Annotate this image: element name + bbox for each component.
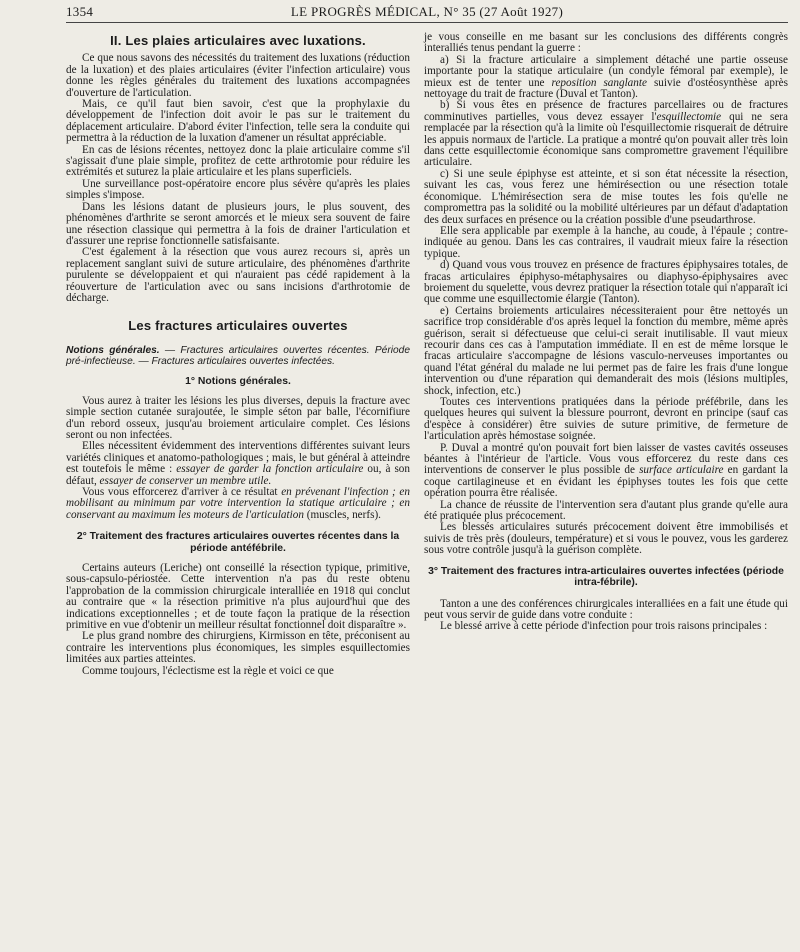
text-run: (muscles, nerfs). xyxy=(303,508,381,521)
paragraph: Mais, ce qu'il faut bien savoir, c'est que la prophylaxie du développement de l'infection doit avoir le pas sur le traitement du déplacement articulaire. D'abord éviter l'infection, telle sera la conduite qui permettra à la réduction de la luxation d'amener un résultat appréciable. xyxy=(66,98,410,145)
paragraph: Une surveillance post-opératoire encore plus sévère qu'après les plaies simples s'impose. xyxy=(66,177,410,202)
paragraph: d) Quand vous vous trouvez en présence de fractures épiphysaires totales, de fracas articulaires épiphyso-métaphysaires ou diaphyso-épiphysaires avec broiement du squelette, vous devrez pratiquer la résection totale qui n'apparaît ici que comme une esquillectomie élargie (Tanton). xyxy=(424,259,788,306)
header-rule xyxy=(66,22,788,23)
paragraph: Comme toujours, l'éclectisme est la règle et voici ce que xyxy=(82,664,334,677)
text-run: qui ne sera remplacée par la résection qu'à la limite où l'esquillectomie risquerait de détruire les appuis normaux de l'article. La pratique a montré qu'on pouvait aller très loin dans cette esquillectomie économique sans compromettre gravement l'équilibre articulaire. xyxy=(424,110,788,169)
paragraph xyxy=(424,55,788,101)
paragraph: e) Certains broiements articulaires nécessiteraient pour être nettoyés un sacrifice trop considérable d'os après lequel la fonction du membre, même après guérison, serait si défectueuse que celui-ci serait inutilisable. Il vaut mieux recourir dans ces cas à l'amputation immédiate. Il en est de même lorsque le fracas articulaire s'accompagne de lésions vasculo-nerveuses importantes ou quand l'état général du malade ne lui permet pas de faire les frais d'une longue intervention ou d'une réparation qui demanderait des mois (lésions multiples, shock, infection, etc.) xyxy=(424,304,788,397)
paragraph: Toutes ces interventions pratiquées dans la période préfébrile, dans les quelques heures qui suivent la blessure pourront, devront en principe (sauf cas d'espèce à considérer) être suivies de suture primitive, de fermeture de l'articulation après hémostase soignée. xyxy=(424,396,788,443)
italic-run: essayer de conserver un membre utile. xyxy=(99,474,272,487)
text-run: a) Si la fracture articulaire a simplement détaché une partie osseuse importante pour la statique articulaire (un condyle fémoral par exemple), le mieux est de tenter une xyxy=(424,53,788,89)
page-number: 1354 xyxy=(66,4,94,19)
paragraph: c) Si une seule épiphyse est atteinte, et si son état nécessite la résection, suivant les cas, vous ferez une hémirésection ou une résection totale économique. L'hémirésection sera de mise toutes les fois qu'elle ne compromettra pas la solidité ou la mobilité ultérieures par un défaut d'adaptation des deux surfaces en présence ou la création possible d'une pseudarthrose. xyxy=(424,167,788,226)
left-column xyxy=(66,32,410,677)
text-run: P. Duval a montré qu'on pouvait fort bien laisser de vastes cavités osseuses béantes à l'intérieur de l'article. Vous vous efforcerez du reste dans ces interventions de conserver le plus possible de xyxy=(424,441,788,477)
paragraph xyxy=(424,443,788,500)
notions-summary xyxy=(66,346,410,368)
paragraph: Le blessé arrive à cette période d'infection pour trois raisons principales : xyxy=(440,620,768,633)
running-title: LE PROGRÈS MÉDICAL, N° 35 (27 Août 1927) xyxy=(290,4,564,19)
notions-lead: Notions générales. xyxy=(66,344,160,356)
paragraph: En cas de lésions récentes, nettoyez donc la plaie articulaire comme s'il s'agissait d'une plaie simple, profitez de cette arthrotomie pour réduire les extrémités et suturez la plaie articulaire et les plans superficiels. xyxy=(66,143,410,179)
paragraph: Elle sera applicable par exemple à la hanche, au coude, à l'épaule ; contre-indiquée au genou. Dans les cas contraires, il vaudrait mieux faire la résection typique. xyxy=(424,224,788,260)
paragraph: Les blessés articulaires suturés précocement doivent être immobilisés et suivis de très près (douleurs, température) et si vous le pouvez, vous les garderez sous votre contrôle jusqu'à la guérison complète. xyxy=(424,521,788,557)
italic-run: reposition sanglante xyxy=(551,76,647,89)
paragraph: je vous conseille en me basant sur les conclusions des différents congrès interalliés tenus pendant la guerre : xyxy=(424,31,788,55)
italic-run: surface articulaire xyxy=(639,464,724,477)
paragraph: Dans les lésions datant de plusieurs jours, le plus souvent, des phénomènes d'arthrite se seront amorcés et le mieux sera souvent de faire une résection classique qui permettra à la fois de drainer l'articulation et d'assurer une reprise fonctionnelle satisfaisante. xyxy=(66,200,410,247)
paragraph: Ce que nous savons des nécessités du traitement des luxations (réduction de la luxation) et des plaies articulaires (éviter l'infection articulaire) vous donne les règles générales du traitement des luxations accompagnées d'ouverture de l'articulation. xyxy=(66,52,410,99)
right-column xyxy=(424,32,788,633)
notions-rest: — Fractures articulaires ouvertes récentes. Période pré-infectieuse. — Fractures articulaires ouvertes infectées. xyxy=(66,344,410,367)
section-title-fractures: Les fractures articulaires ouvertes xyxy=(128,318,348,334)
text-run: en gardant la coque cartilagineuse et en évidant les épiphyses toutes les fois que cette opération pourra être réalisée. xyxy=(424,464,788,500)
paragraph: Certains auteurs (Leriche) ont conseillé la résection typique, primitive, sous-capsulo-périostée. Cette intervention n'a pas du reste obtenu l'approbation de la commission chirurgicale interalliée en 1918 qui conclut au contraire que « la résection primitive n'a plus aujourd'hui que des indications exceptionnelles ; et de toute façon la pratique de la résection primitive en vue d'obtenir un meilleur résultat fonctionnel doit disparaître ». xyxy=(66,562,410,632)
italic-run: essayer de garder la fonction articulaire xyxy=(176,463,364,476)
page-header xyxy=(66,4,788,24)
subsection-title: 2° Traitement des fractures articulaires ouvertes récentes dans la période antéfébrile. xyxy=(76,531,400,554)
subsection-title: 3° Traitement des fractures intra-articulaires ouvertes infectées (période intra-fébrile). xyxy=(428,565,784,589)
text-run: Elles nécessitent évidemment des interventions différentes suivant leurs variétés cliniques et anatomo-pathologiques ; mais, le but général à atteindre est toutefois le même : xyxy=(66,440,410,476)
paragraph: C'est également à la résection que vous aurez recours si, après un replacement sanglant suivi de suture articulaire, des phénomènes d'arthrite purulente se développaient et qui n'auraient pas cédé rapidement à la réouverture de l'articulation avec ou sans incisions d'arthrotomie de décharge. xyxy=(66,246,410,304)
paragraph: Tanton a une des conférences chirurgicales interalliées en a fait une étude qui peut vous servir de guide dans votre conduite : xyxy=(424,597,788,621)
italic-run: esquillectomie xyxy=(656,110,722,123)
section-title-luxations: II. Les plaies articulaires avec luxations. xyxy=(110,33,366,48)
paragraph xyxy=(424,100,788,168)
subsection-title: 1° Notions générales. xyxy=(185,376,291,388)
italic-run: en prévenant l'infection ; en mobilisant au minimum par votre intervention la statique articulaire ; en conservant au maximum les moteurs de l'articulation xyxy=(66,486,410,521)
paragraph xyxy=(66,441,410,487)
paragraph: Vous aurez à traiter les lésions les plus diverses, depuis la fracture avec simple section cutanée surajoutée, le simple séton par balle, l'écornifiure d'un rebord osseux, jusqu'au broiement articulaire complet. Ces lésions seront ou non infectées. xyxy=(66,394,410,441)
text-run: ou, à son défaut, xyxy=(66,463,410,487)
text-run: b) Si vous êtes en présence de fractures parcellaires ou de fractures comminutives partielles, vous devez essayer l' xyxy=(424,99,788,123)
text-run: Vous vous efforcerez d'arriver à ce résultat xyxy=(82,486,282,498)
paragraph: Le plus grand nombre des chirurgiens, Kirmisson en tête, préconisent au contraire les interventions plus économiques, les simples esquillectomies limitées aux parties atteintes. xyxy=(66,630,410,666)
paragraph xyxy=(66,487,410,521)
text-run: suivie d'ostéosynthèse après nettoyage du trait de fracture (Duval et Tanton). xyxy=(424,76,788,101)
paragraph: La chance de réussite de l'intervention sera d'autant plus grande qu'elle aura été pratiquée plus précocement. xyxy=(424,498,788,523)
